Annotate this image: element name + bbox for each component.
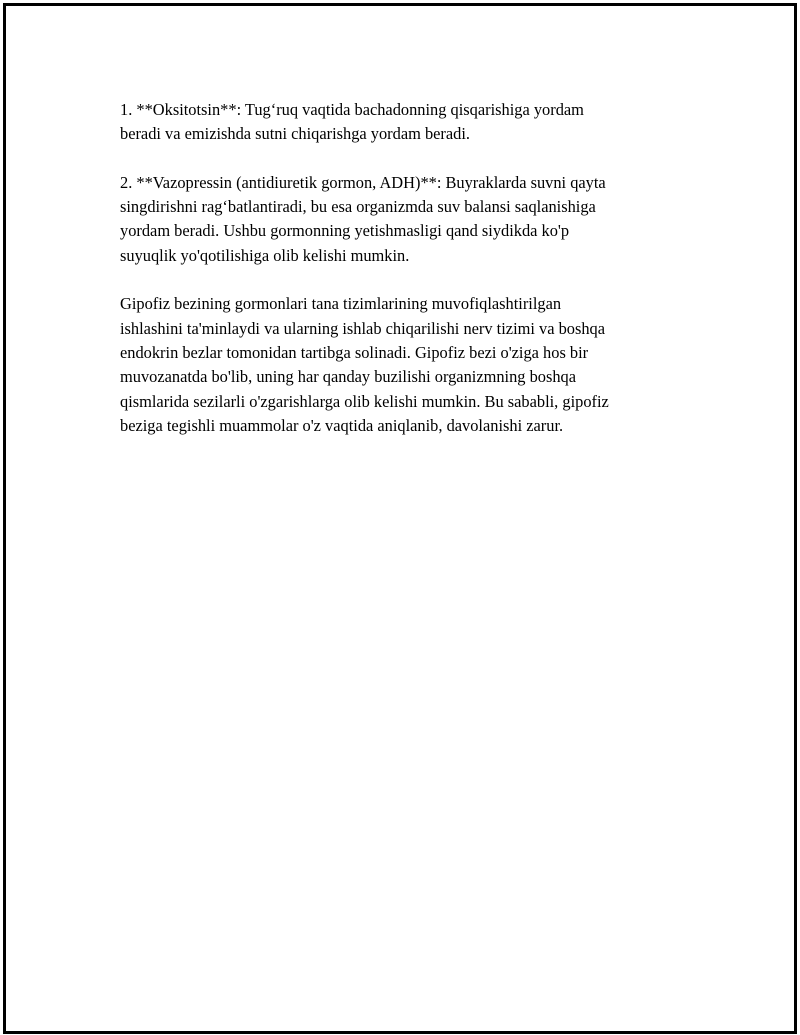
oxytocin-paragraph: 1. **Oksitotsin**: Tug‘ruq vaqtida bachadonning qisqarishiga yordam beradi va emizishda sutni chiqarishga yordam beradi. xyxy=(120,100,584,144)
pituitary-summary-paragraph: Gipofiz bezining gormonlari tana tizimlarining muvofiqlashtirilgan ishlashini ta'minlaydi va ularning ishlab chiqarilishi nerv tizimi va boshqa endokrin bezlar tomonidan tartibga solinadi. Gipofiz bezi o'ziga hos bir muvozanatda bo'lib, uning har qanday buzilishi organizmning boshqa qismlarida sezilarli o'zgarishlarga olib kelishi mumkin. Bu sababli, gipofiz beziga tegishli muammolar o'z vaqtida aniqlanib, davolanishi zarur. xyxy=(120,294,609,435)
vasopressin-paragraph: 2. **Vazopressin (antidiuretik gormon, ADH)**: Buyraklarda suvni qayta singdirishni rag‘batlantiradi, bu esa organizmda suv balansi saqlanishiga yordam beradi. Ushbu gormonning yetishmasligi qand siydikda ko'p suyuqlik yo'qotilishiga olib kelishi mumkin. xyxy=(120,172,606,265)
document-body xyxy=(120,98,685,438)
document-page xyxy=(3,3,797,1034)
paragraph-spacer xyxy=(120,147,685,171)
paragraph-spacer xyxy=(120,268,685,292)
